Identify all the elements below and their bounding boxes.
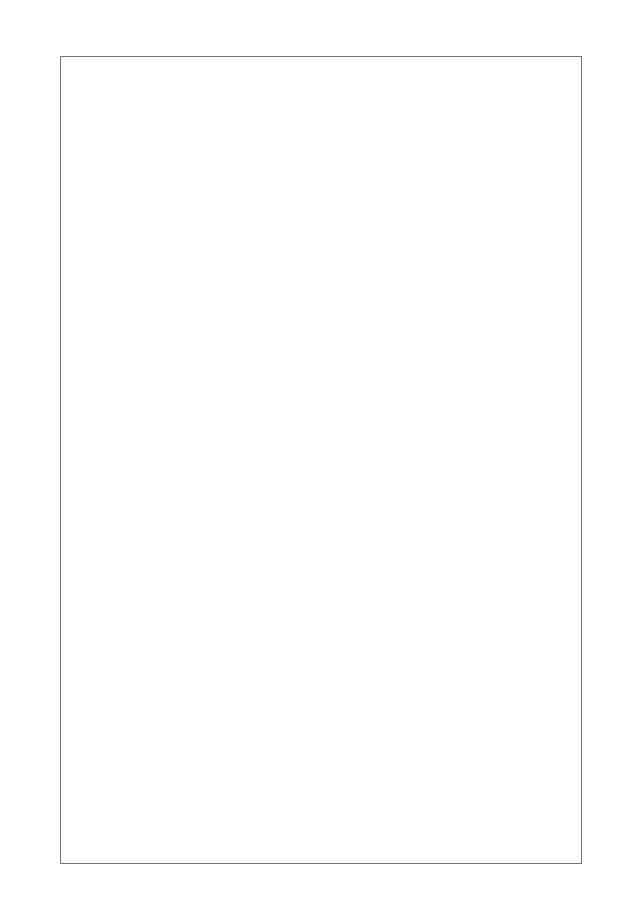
calligraphy-sheet	[60, 56, 582, 864]
